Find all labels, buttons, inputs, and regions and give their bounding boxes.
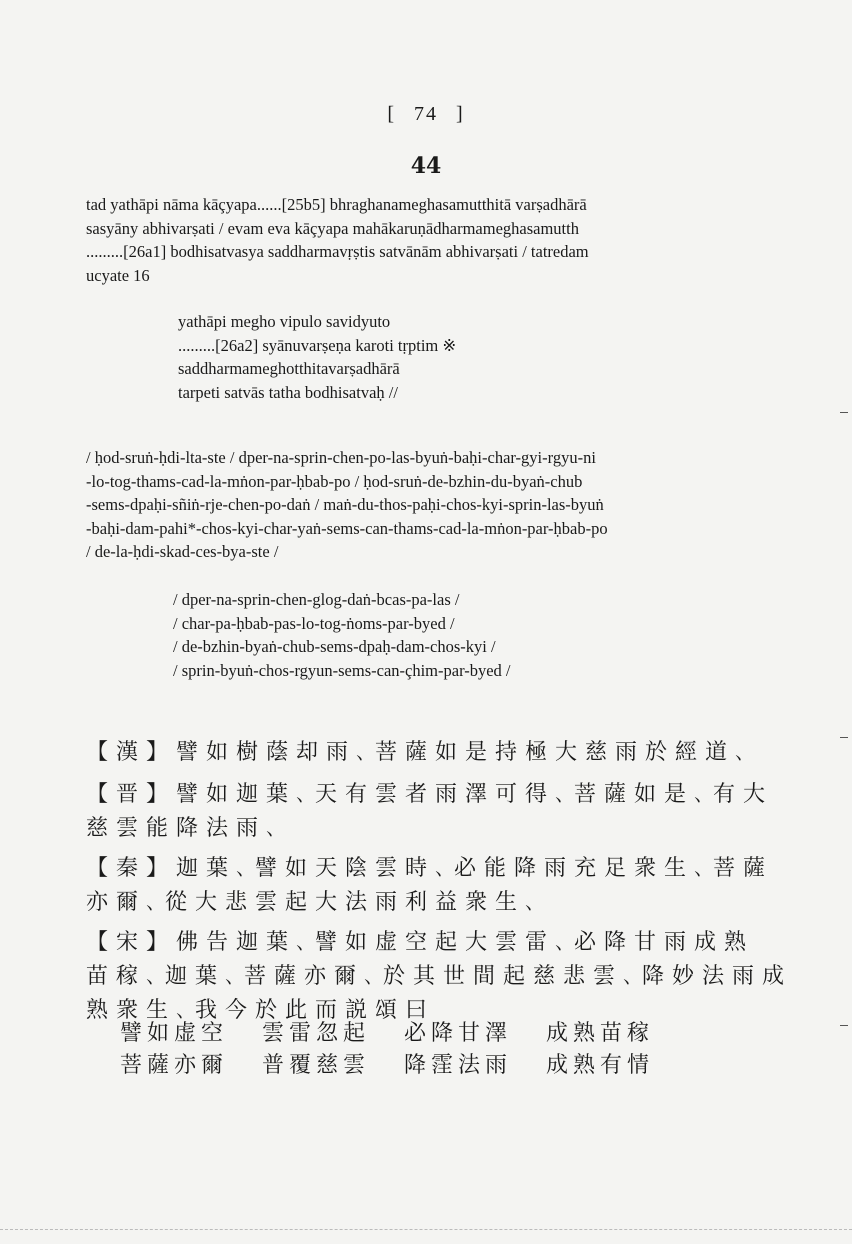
verse-line: / de-bzhin-byaṅ-chub-sems-dpaḥ-dam-chos-kyi / [173, 637, 496, 656]
verse-line: saddharmameghotthitavarṣadhārā [178, 359, 400, 378]
text-line: -lo-tog-thams-cad-la-mṅon-par-ḥbab-po / ḥod-sruṅ-de-bzhin-du-byaṅ-chub [86, 471, 583, 491]
gatha-phrase: 成熟有情 [546, 1053, 655, 1078]
tibetan-verse [173, 588, 852, 682]
gatha-phrase: 必降甘澤 [404, 1021, 513, 1046]
gatha-phrase: 普覆慈雲 [262, 1053, 371, 1078]
text-line: .........[26a1] bodhisatvasya saddharmavṛṣtis satvānām abhivarṣati / tatredam [86, 242, 589, 261]
text-line: / de-la-ḥdi-skad-ces-bya-ste / [86, 542, 279, 561]
header-bracket-open: [ [387, 103, 396, 125]
margin-mark [840, 737, 848, 738]
text-line: sasyāny abhivarṣati / evam eva kāçyapa mahākaruṇādharmameghasamutth [86, 218, 579, 238]
chinese-jin-version [86, 778, 773, 846]
verse-line: / char-pa-ḥbab-pas-lo-tog-ṅoms-par-byed / [173, 613, 455, 633]
page-bottom-rule [0, 1229, 852, 1231]
sanskrit-prose [86, 193, 766, 287]
cjk-line: 慈雲能降法雨､ [86, 816, 286, 841]
cjk-line: 亦爾､從大悲雲起大法雨利益衆生､ [86, 890, 545, 915]
chinese-han-version [86, 735, 754, 766]
header-bracket-close: ] [456, 103, 465, 125]
cjk-line: 【宋】佛告迦葉､譬如虚空起大雲雷､必降甘雨成熟 [86, 930, 755, 955]
section-number: 44 [410, 153, 442, 179]
gatha-phrase: 成熟苗稼 [546, 1021, 655, 1046]
text-line: tad yathāpi nāma kāçyapa......[25b5] bhraghanameghasamutthitā varṣadhārā [86, 195, 587, 214]
cjk-line: 【秦】迦葉､譬如天陰雲時､必能降雨充足衆生､菩薩 [86, 856, 774, 881]
verse-line: tarpeti satvās tatha bodhisatvaḥ // [178, 382, 398, 402]
chinese-qin-version [86, 852, 773, 920]
gatha-phrase: 雲雷忽起 [262, 1021, 371, 1046]
margin-mark [840, 412, 848, 413]
verse-line: .........[26a2] syānuvarṣeṇa karoti tṛptim ※ [178, 335, 457, 355]
gatha-phrase: 降霔法雨 [404, 1053, 513, 1078]
verse-line: / dper-na-sprin-chen-glog-daṅ-bcas-pa-las / [173, 590, 460, 609]
cjk-line: 熟衆生､我今於此而説頌曰 [86, 998, 436, 1023]
cjk-line: 苗稼､迦葉､菩薩亦爾､於其世間起慈悲雲､降妙法雨成 [86, 964, 793, 989]
text-line: -baḥi-dam-pahi*-chos-kyi-char-yaṅ-sems-can-thams-cad-la-mṅon-par-ḥbab-po [86, 518, 608, 538]
tibetan-prose [86, 446, 766, 564]
gatha-row [120, 1018, 688, 1050]
gatha-phrase: 譬如虚空 [120, 1021, 229, 1046]
page-header [0, 103, 852, 126]
text-line: -sems-dpaḥi-sñiṅ-rje-chen-po-daṅ / maṅ-du-thos-paḥi-chos-kyi-sprin-las-byuṅ [86, 495, 604, 514]
verse-line: yathāpi megho vipulo savidyuto [178, 312, 391, 331]
cjk-line: 【晋】譬如迦葉､天有雲者雨澤可得､菩薩如是､有大 [86, 782, 774, 807]
chinese-gatha [120, 1018, 688, 1082]
gatha-row [120, 1050, 688, 1082]
cjk-line: 【漢】譬如樹蔭却雨､菩薩如是持極大慈雨於經道､ [86, 740, 755, 765]
text-line: ucyate 16 [86, 265, 150, 285]
page-number: 74 [414, 103, 438, 125]
margin-mark [840, 1025, 848, 1026]
text-line: / ḥod-sruṅ-ḥdi-lta-ste / dper-na-sprin-chen-po-las-byuṅ-baḥi-char-gyi-rgyu-ni [86, 448, 596, 467]
chinese-song-version [86, 926, 792, 1028]
verse-line: / sprin-byuṅ-chos-rgyun-sems-can-çhim-par-byed / [173, 660, 511, 680]
sanskrit-verse [178, 310, 852, 404]
gatha-phrase: 菩薩亦爾 [120, 1053, 229, 1078]
